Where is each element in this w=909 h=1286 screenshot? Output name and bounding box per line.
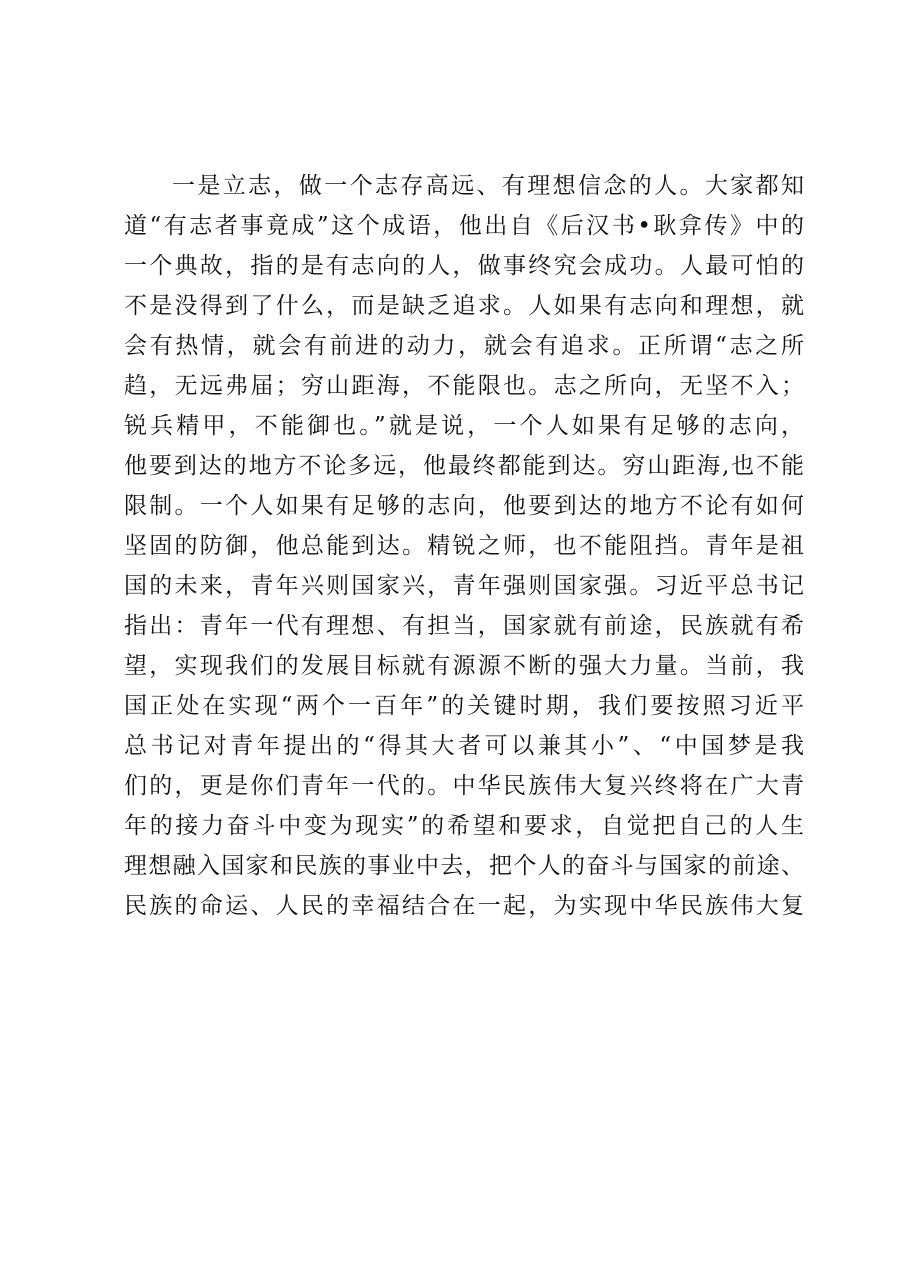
paragraph-line: 一个典故，指的是有志向的人，做事终究会成功。人最可怕的 <box>124 253 804 279</box>
paragraph-line: 一是立志，做一个志存高远、有理想信念的人。大家都知 <box>172 173 804 199</box>
paragraph-line: 锐兵精甲，不能御也。”就是说，一个人如果有足够的志向， <box>124 413 804 439</box>
paragraph-line: 不是没得到了什么，而是缺乏追求。人如果有志向和理想，就 <box>124 293 804 319</box>
body-paragraph <box>124 166 804 926</box>
paragraph-line: 限制。一个人如果有足够的志向，他要到达的地方不论有如何 <box>124 493 804 519</box>
paragraph-line: 国的未来，青年兴则国家兴，青年强则国家强。习近平总书记 <box>124 573 804 599</box>
paragraph-line: 他要到达的地方不论多远，他最终都能到达。穷山距海,也不能 <box>124 453 804 479</box>
paragraph-line: 年的接力奋斗中变为现实”的希望和要求，自觉把自己的人生 <box>124 813 804 839</box>
paragraph-line: 望，实现我们的发展目标就有源源不断的强大力量。当前，我 <box>124 653 804 679</box>
paragraph-line: 理想融入国家和民族的事业中去，把个人的奋斗与国家的前途、 <box>124 853 804 879</box>
paragraph-line: 总书记对青年提出的“得其大者可以兼其小”、“中国梦是我 <box>124 733 804 759</box>
paragraph-line: 们的，更是你们青年一代的。中华民族伟大复兴终将在广大青 <box>124 773 804 799</box>
paragraph-line: 趋，无远弗届；穷山距海，不能限也。志之所向，无坚不入； <box>124 373 804 399</box>
paragraph-line: 指出：青年一代有理想、有担当，国家就有前途，民族就有希 <box>124 613 804 639</box>
paragraph-line: 民族的命运、人民的幸福结合在一起，为实现中华民族伟大复 <box>124 893 804 919</box>
paragraph-line: 道“有志者事竟成”这个成语，他出自《后汉书•耿弇传》中的 <box>124 213 804 239</box>
paragraph-line: 会有热情，就会有前进的动力，就会有追求。正所谓“志之所 <box>124 333 804 359</box>
paragraph-line: 坚固的防御，他总能到达。精锐之师，也不能阻挡。青年是祖 <box>124 533 804 559</box>
paragraph-line: 国正处在实现“两个一百年”的关键时期，我们要按照习近平 <box>124 693 804 719</box>
